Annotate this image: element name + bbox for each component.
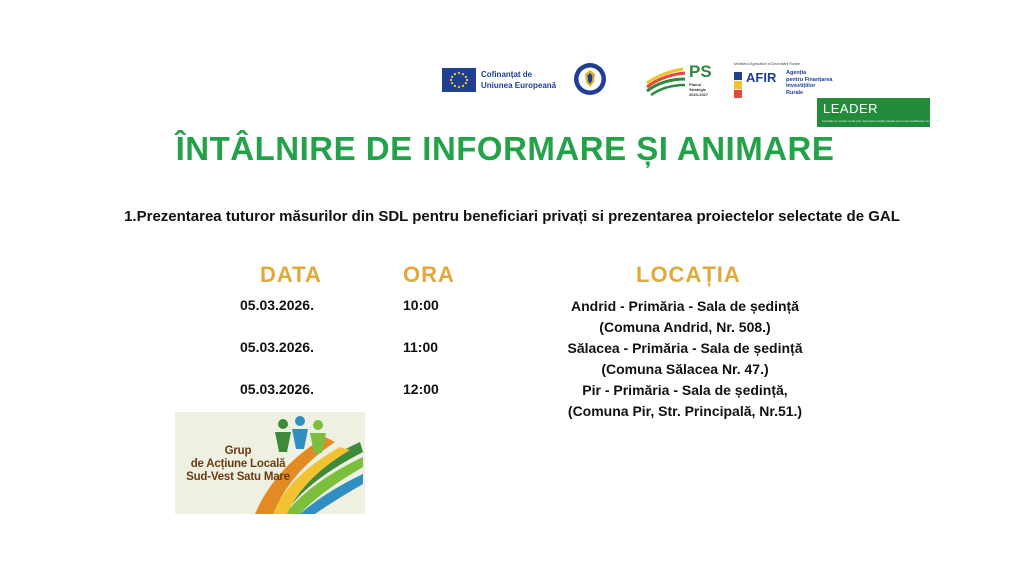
eu-flag-icon [442, 68, 476, 92]
row-location [510, 380, 860, 422]
location-address: (Comuna Andrid, Nr. 508.) [599, 319, 771, 335]
row-date: 05.03.2026. [240, 381, 314, 397]
afir-logo [732, 62, 832, 102]
row-time: 12:00 [403, 381, 439, 397]
afir-ministry-text: Ministerul Agriculturii și Dezvoltării Rurale [734, 62, 800, 66]
afir-text-line: pentru Finanțarea [786, 76, 833, 83]
agenda-subtitle: 1.Prezentarea tuturor măsurilor din SDL pentru beneficiari privați si prezentarea proiectelor selectate de GAL [124, 208, 900, 225]
location-line: Andrid - Primăria - Sala de ședință [571, 298, 799, 314]
ps-caption-line: Planul Strategic [689, 82, 707, 92]
location-line: Sălacea - Primăria - Sala de ședință [567, 340, 803, 356]
location-line: Pir - Primăria - Sala de ședință, [582, 382, 788, 398]
page-title: ÎNTÂLNIRE DE INFORMARE ȘI ANIMARE [175, 130, 835, 167]
afir-text-line: Agenția [786, 70, 807, 76]
row-date: 05.03.2026. [240, 339, 314, 355]
afir-text-line: Rurale [786, 89, 804, 96]
ps-caption-line: 2023-2027 [689, 92, 709, 97]
gal-logo [175, 412, 365, 514]
column-header-location: LOCAȚIA [636, 262, 741, 287]
leader-logo [817, 98, 940, 127]
column-header-date: DATA [260, 262, 322, 287]
afir-label: AFIR [746, 70, 777, 85]
row-location [510, 296, 860, 338]
row-time: 11:00 [403, 339, 439, 355]
row-location [510, 338, 860, 380]
row-time: 10:00 [403, 297, 439, 313]
gal-name [183, 445, 293, 484]
ps-caption [689, 82, 719, 97]
column-header-time: ORA [403, 262, 455, 287]
ps-label: PS [689, 62, 712, 81]
eu-text-line: Cofinanțat de [481, 70, 533, 79]
eu-text-line: Uniunea Europeană [481, 81, 557, 90]
romania-government-seal-icon [573, 62, 607, 96]
row-date: 05.03.2026. [240, 297, 314, 313]
gal-name-line: Grup [224, 445, 252, 457]
ps-strategic-plan-logo [645, 63, 717, 97]
location-address: (Comuna Pir, Str. Principală, Nr.51.) [567, 403, 803, 419]
leader-label: LEADER [823, 101, 879, 116]
gal-name-line: de Acțiune Locală [190, 458, 286, 470]
afir-text-line: Investițiilor [786, 83, 816, 89]
location-address: (Comuna Sălacea Nr. 47.) [601, 361, 769, 377]
eu-cofinancing-text [481, 69, 571, 91]
leader-caption: Investiție în zonele rurale prin dezvoltare locală plasată sub responsabilitatea comunității [822, 119, 940, 123]
afir-agency-text [786, 70, 836, 96]
gal-name-line: Sud-Vest Satu Mare [186, 471, 290, 483]
